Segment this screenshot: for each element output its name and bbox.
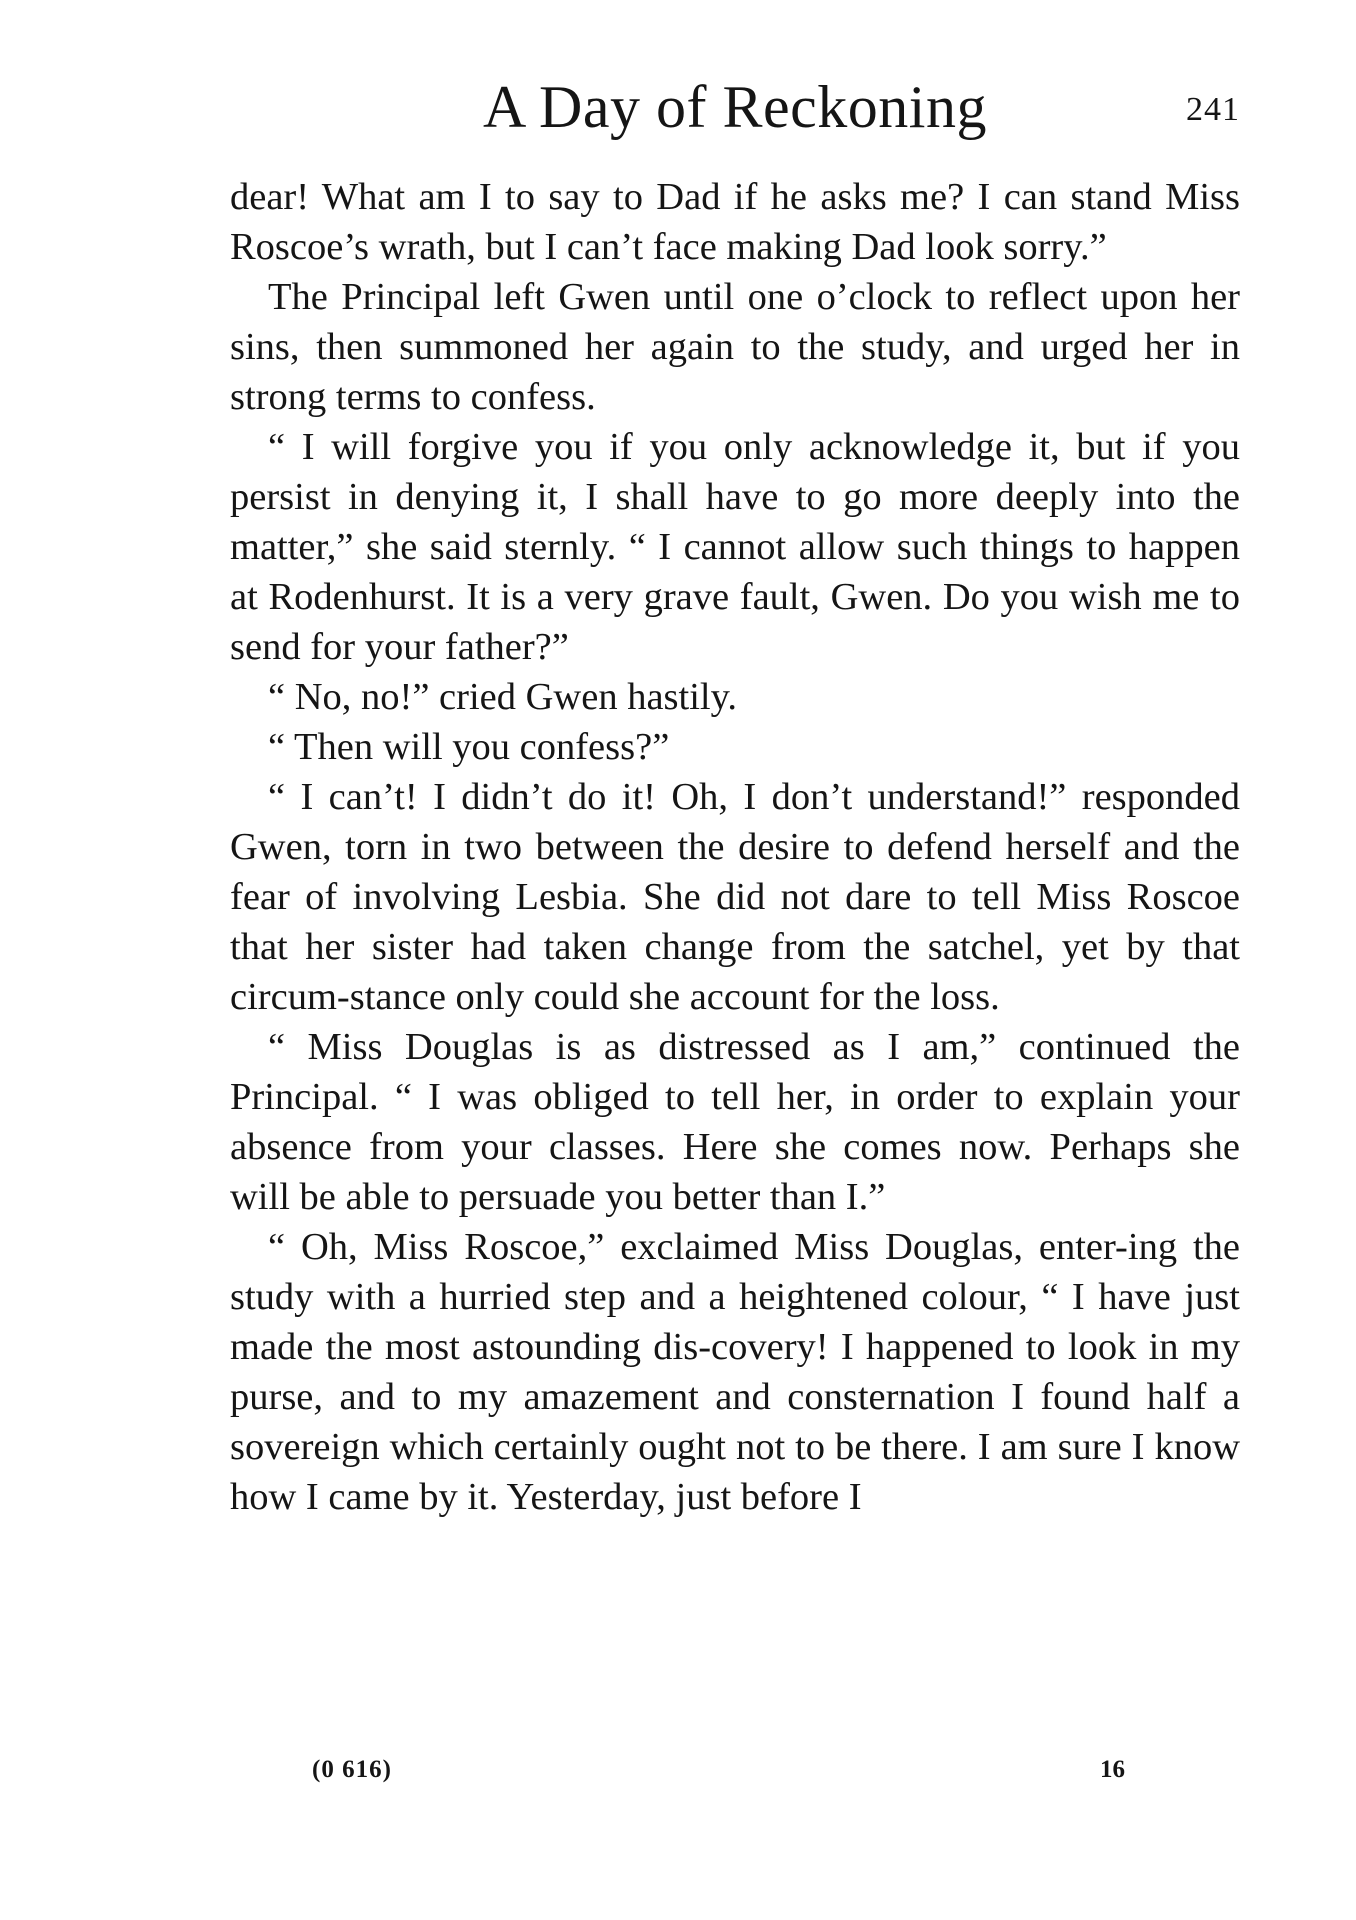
printer-signature-mark: (0 616) — [312, 1756, 392, 1783]
body-text — [230, 172, 1240, 1522]
paragraph-continuation: dear! What am I to say to Dad if he asks me? I can stand Miss Roscoe’s wrath, but I can’t face making Dad look sorry.” — [230, 176, 1240, 268]
page-number: 241 — [1186, 91, 1240, 128]
paragraph: “ I can’t! I didn’t do it! Oh, I don’t understand!” responded Gwen, torn in two between the desire to defend herself and the fear of involving Lesbia. She did not dare to tell Miss Roscoe that her sister had taken change from the satchel, yet by that circum-stance only could she account for the loss. — [230, 776, 1240, 1018]
paragraph: The Principal left Gwen until one o’clock to reflect upon her sins, then summoned her again to the study, and urged her in strong terms to confess. — [230, 276, 1240, 418]
paragraph: “ No, no!” cried Gwen hastily. — [268, 676, 737, 718]
paragraph: “ Then will you confess?” — [268, 726, 670, 768]
running-title: A Day of Reckoning — [483, 74, 987, 140]
page-header — [230, 62, 1240, 152]
page-footer — [0, 1750, 1356, 1790]
signature-number: 16 — [1100, 1756, 1125, 1783]
paragraph: “ Oh, Miss Roscoe,” exclaimed Miss Douglas, enter-ing the study with a hurried step and a heightened colour, “ I have just made the most astounding dis-covery! I happened to look in my purse, and to my amazement and consternation I found half a sovereign which certainly ought not to be there. I am sure I know how I came by it. Yesterday, just before I — [230, 1226, 1240, 1518]
paragraph: “ I will forgive you if you only acknowledge it, but if you persist in denying it, I shall have to go more deeply into the matter,” she said sternly. “ I cannot allow such things to happen at Rodenhurst. It is a very grave fault, Gwen. Do you wish me to send for your father?” — [230, 426, 1240, 668]
paragraph: “ Miss Douglas is as distressed as I am,” continued the Principal. “ I was obliged to tell her, in order to explain your absence from your classes. Here she comes now. Perhaps she will be able to persuade you better than I.” — [230, 1026, 1240, 1218]
